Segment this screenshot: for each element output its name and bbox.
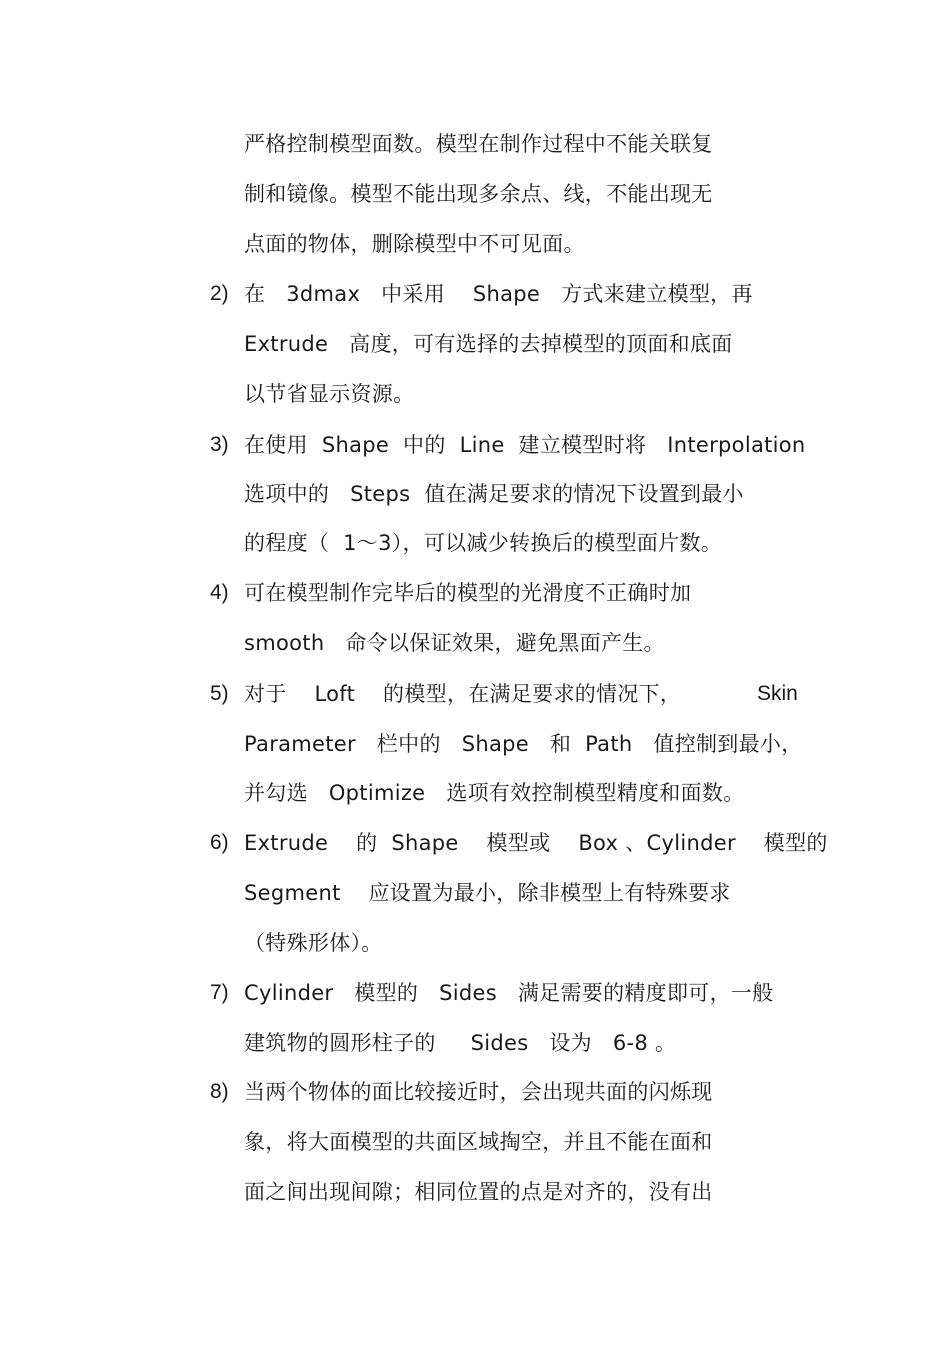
item-5-line-3: 并勾选 Optimize 选项有效控制模型精度和面数。 xyxy=(244,781,745,805)
item-4-number: 4) xyxy=(210,581,229,604)
intro-line-1: 严格控制模型面数。模型在制作过程中不能关联复 xyxy=(244,132,713,156)
item-4-line-1: 可在模型制作完毕后的模型的光滑度不正确时加 xyxy=(244,581,692,605)
item-8-number: 8) xyxy=(210,1080,229,1103)
intro-line-2: 制和镜像。模型不能出现多余点、线，不能出现无 xyxy=(244,182,713,206)
item-8-line-2: 象，将大面模型的共面区域掏空，并且不能在面和 xyxy=(244,1130,713,1154)
item-7-number: 7) xyxy=(210,981,229,1004)
item-3-number: 3) xyxy=(210,433,229,456)
intro-line-3: 点面的物体，删除模型中不可见面。 xyxy=(244,232,585,256)
item-3-line-3: 的程度（ 1～3），可以减少转换后的模型面片数。 xyxy=(244,531,723,555)
item-7-line-1: Cylinder 模型的 Sides 满足需要的精度即可，一般 xyxy=(244,981,774,1005)
item-5-line-2: Parameter 栏中的 Shape 和 Path 值控制到最小， xyxy=(244,732,803,756)
item-8-line-1: 当两个物体的面比较接近时，会出现共面的闪烁现 xyxy=(244,1080,713,1104)
item-8-line-3: 面之间出现间隙；相同位置的点是对齐的，没有出 xyxy=(244,1180,713,1204)
item-6-line-1: Extrude 的 Shape 模型或 Box 、Cylinder 模型的 xyxy=(244,831,828,855)
item-2-number: 2) xyxy=(210,282,229,305)
item-2-line-2: Extrude 高度，可有选择的去掉模型的顶面和底面 xyxy=(244,332,733,356)
item-2-line-3: 以节省显示资源。 xyxy=(244,382,415,406)
item-5-number: 5) xyxy=(210,682,229,705)
item-6-line-3: （特殊形体）。 xyxy=(244,931,383,955)
item-4-line-2: smooth 命令以保证效果，避免黑面产生。 xyxy=(244,631,665,655)
item-5-line-1: 对于 Loft 的模型，在满足要求的情况下， xyxy=(244,682,682,706)
item-6-number: 6) xyxy=(210,831,229,854)
item-3-line-2: 选项中的 Steps 值在满足要求的情况下设置到最小 xyxy=(244,482,744,506)
item-7-line-2: 建筑物的圆形柱子的 Sides 设为 6-8 。 xyxy=(244,1031,677,1055)
item-2-line-1: 在 3dmax 中采用 Shape 方式来建立模型，再 xyxy=(244,282,753,306)
item-5-line-1-end: Skin xyxy=(757,682,798,705)
item-3-line-1: 在使用 Shape 中的 Line 建立模型时将 Interpolation xyxy=(244,433,806,457)
item-6-line-2: Segment 应设置为最小，除非模型上有特殊要求 xyxy=(244,881,731,905)
